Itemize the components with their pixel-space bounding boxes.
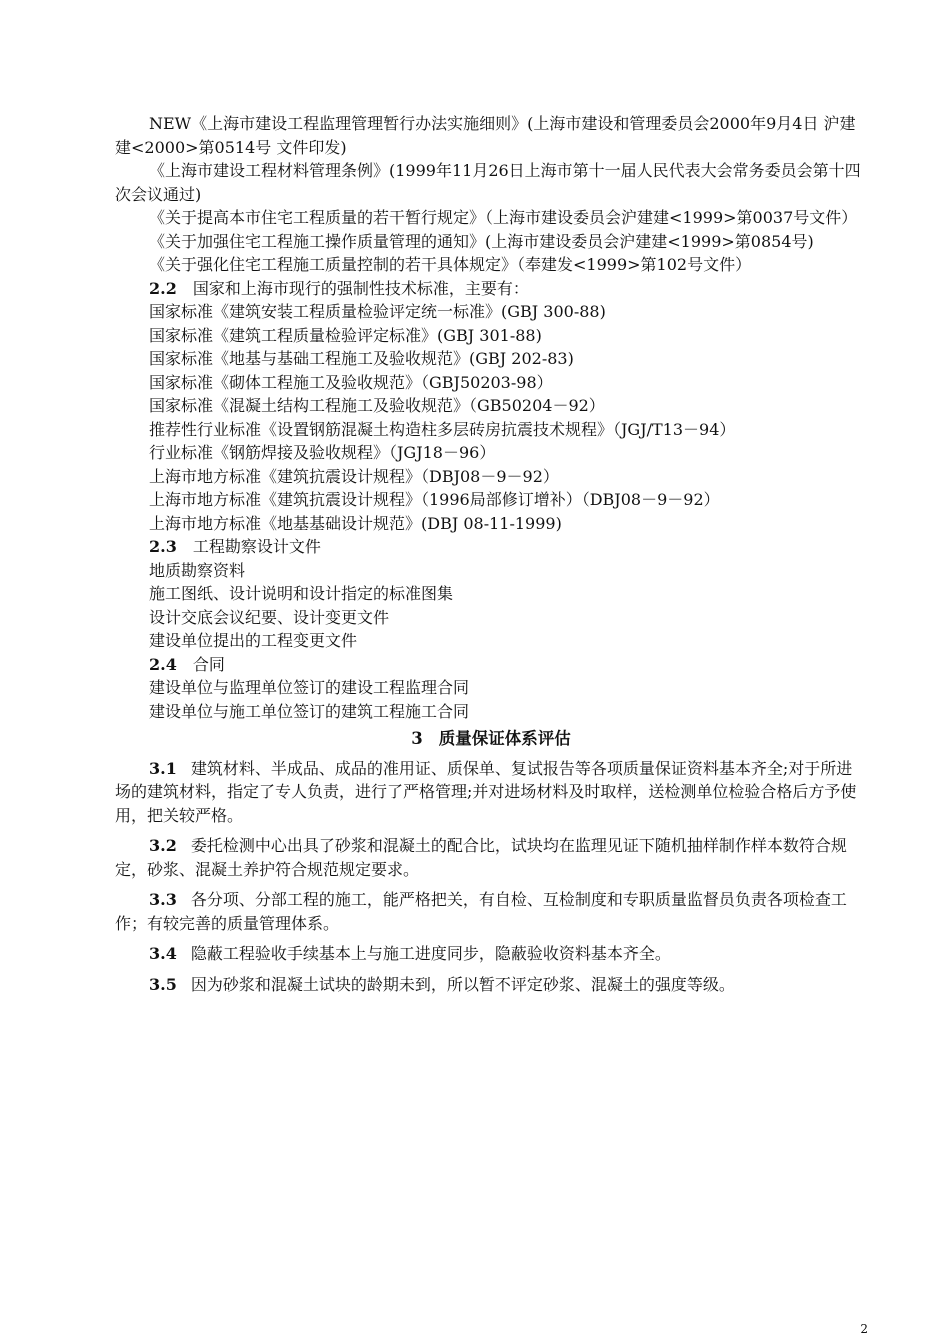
paragraph-number: 3.5 <box>149 974 177 994</box>
contract-item: 建设单位与施工单位签订的建筑工程施工合同 <box>149 701 470 721</box>
section-title: 合同 <box>192 654 225 674</box>
chapter-heading <box>115 727 867 751</box>
standard-item: 上海市地方标准《地基基础设计规范》(DBJ 08-11-1999) <box>149 513 562 533</box>
section-heading <box>149 535 867 559</box>
section-number: 2.4 <box>149 654 177 674</box>
reference-item: 《上海市建设工程材料管理条例》(1999年11月26日上海市第十一届人民代表大会常务委员会第十四次会议通过) <box>115 161 861 204</box>
standard-item: 推荐性行业标准《设置钢筋混凝土构造柱多层砖房抗震技术规程》（JGJ/T13－94） <box>149 419 736 439</box>
standard-item: 国家标准《砌体工程施工及验收规范》（GBJ50203-98） <box>149 372 553 392</box>
standard-item: 国家标准《地基与基础工程施工及验收规范》(GBJ 202-83) <box>149 349 574 368</box>
reference-list <box>115 112 867 277</box>
document-item: 施工图纸、设计说明和设计指定的标准图集 <box>149 584 454 603</box>
reference-item: NEW《上海市建设工程监理管理暂行办法实施细则》(上海市建设和管理委员会2000年9月4日 沪建建<2000>第0514号 文件印发) <box>115 114 856 157</box>
section-title: 国家和上海市现行的强制性技术标准，主要有： <box>192 278 529 298</box>
chapter-title: 质量保证体系评估 <box>438 729 571 748</box>
document-body <box>115 112 867 1003</box>
paragraph <box>115 942 867 966</box>
document-item: 地质勘察资料 <box>149 560 246 580</box>
paragraph <box>115 757 867 828</box>
standard-item: 行业标准《钢筋焊接及验收规程》（JGJ18－96） <box>149 443 496 462</box>
paragraph-text: 因为砂浆和混凝土试块的龄期未到，所以暂不评定砂浆、混凝土的强度等级。 <box>190 974 735 994</box>
section-2-3 <box>115 535 867 653</box>
section-3-body <box>115 757 867 997</box>
document-item: 设计交底会议纪要、设计变更文件 <box>149 607 390 627</box>
section-number: 2.2 <box>149 278 177 298</box>
standard-item: 国家标准《混凝土结构工程施工及验收规范》（GB50204－92） <box>149 396 605 415</box>
section-heading <box>149 277 867 301</box>
section-2-4 <box>115 653 867 724</box>
reference-item: 《关于提高本市住宅工程质量的若干暂行规定》（上海市建设委员会沪建建<1999>第0037号文件） <box>149 208 858 227</box>
standard-item: 国家标准《建筑工程质量检验评定标准》(GBJ 301-88) <box>149 325 542 345</box>
page-number: 2 <box>860 1322 868 1336</box>
paragraph-number: 3.3 <box>149 890 177 909</box>
contract-item: 建设单位与监理单位签订的建设工程监理合同 <box>149 678 470 697</box>
paragraph-text: 隐蔽工程验收手续基本上与施工进度同步，隐蔽验收资料基本齐全。 <box>190 944 671 963</box>
paragraph-text: 各分项、分部工程的施工，能严格把关，有自检、互检制度和专职质量监督员负责各项检查工作；有较完善的质量管理体系。 <box>115 890 847 933</box>
standard-item: 上海市地方标准《建筑抗震设计规程》（1996局部修订增补）（DBJ08－9－92） <box>149 490 720 509</box>
paragraph-number: 3.2 <box>149 836 177 855</box>
paragraph <box>115 888 867 935</box>
paragraph-number: 3.1 <box>149 758 177 778</box>
standard-item: 国家标准《建筑安装工程质量检验评定统一标准》(GBJ 300-88) <box>149 302 606 321</box>
section-2-2 <box>115 277 867 536</box>
section-number: 2.3 <box>149 537 177 556</box>
chapter-number: 3 <box>411 729 423 748</box>
standard-item: 上海市地方标准《建筑抗震设计规程》（DBJ08－9－92） <box>149 466 559 486</box>
paragraph <box>115 834 867 881</box>
paragraph-text: 委托检测中心出具了砂浆和混凝土的配合比，试块均在监理见证下随机抽样制作样本数符合规定，砂浆、混凝土养护符合规范规定要求。 <box>115 836 847 879</box>
document-item: 建设单位提出的工程变更文件 <box>149 631 358 650</box>
reference-item: 《关于加强住宅工程施工操作质量管理的通知》(上海市建设委员会沪建建<1999>第0854号) <box>149 231 814 251</box>
paragraph-text: 建筑材料、半成品、成品的准用证、质保单、复试报告等各项质量保证资料基本齐全;对于所进场的建筑材料，指定了专人负责，进行了严格管理;并对进场材料及时取样，送检测单位检验合格后方予使用，把关较严格。 <box>115 758 857 825</box>
reference-item: 《关于强化住宅工程施工质量控制的若干具体规定》（奉建发<1999>第102号文件） <box>149 255 752 274</box>
paragraph-number: 3.4 <box>149 944 177 963</box>
section-heading <box>149 653 867 677</box>
section-title: 工程勘察设计文件 <box>192 537 321 556</box>
paragraph <box>115 973 867 997</box>
